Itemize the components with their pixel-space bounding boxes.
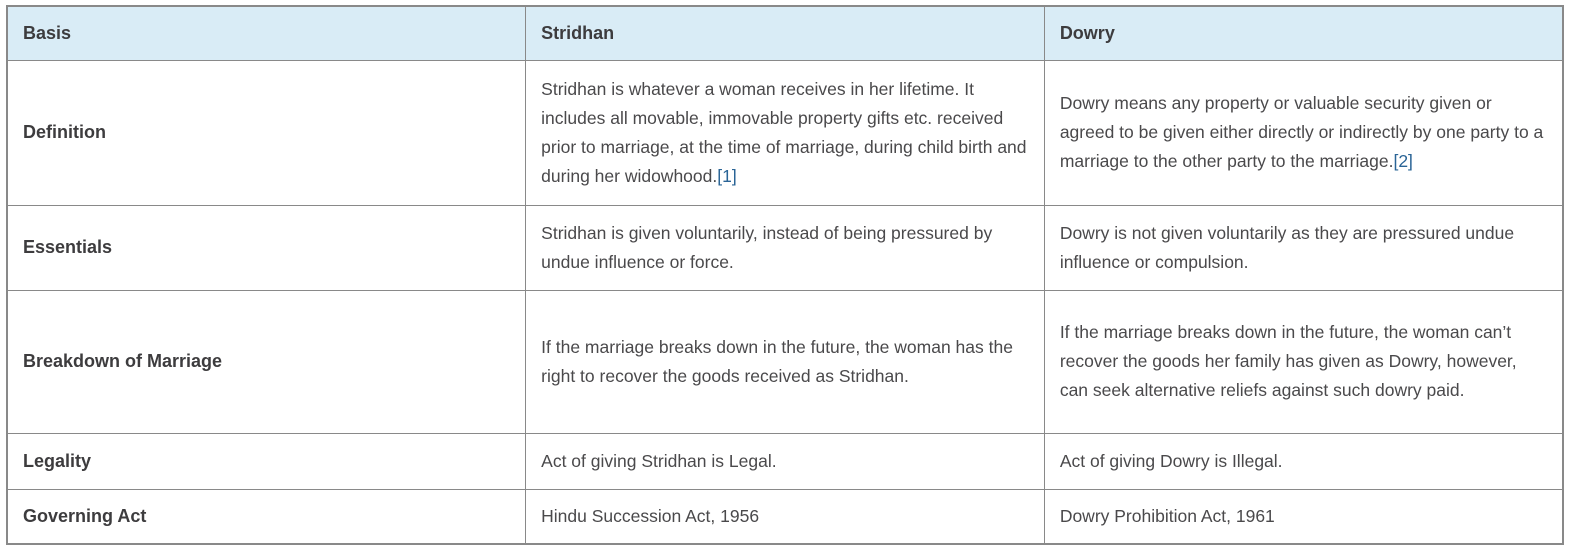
dowry-cell	[1044, 489, 1563, 544]
dowry-cell	[1044, 290, 1563, 433]
column-header-dowry: Dowry	[1044, 6, 1563, 60]
citation-link-1[interactable]: [1]	[717, 165, 737, 186]
cell-text: Stridhan is whatever a woman receives in her lifetime. It includes all movable, immovable property gifts etc. received prior to marriage, at the time of marriage, during child birth and during her widowhood.	[541, 78, 1027, 186]
cell-text: Stridhan is given voluntarily, instead of being pressured by undue influence or force.	[541, 222, 993, 272]
cell-text: Dowry means any property or valuable security given or agreed to be given either directly or indirectly by one party to a marriage to the other party to the marriage.	[1059, 93, 1544, 171]
cell-text: Act of giving Dowry is Illegal.	[1059, 450, 1283, 471]
stridhan-cell	[526, 433, 1045, 489]
column-header-stridhan: Stridhan	[526, 6, 1045, 60]
table-row-essentials	[7, 205, 1563, 290]
basis-cell: Legality	[7, 433, 526, 489]
basis-cell: Essentials	[7, 205, 526, 290]
stridhan-cell	[526, 205, 1045, 290]
table-row-legality	[7, 433, 1563, 489]
cell-text: If the marriage breaks down in the future, the woman has the right to recover the goods received as Stridhan.	[541, 336, 1013, 386]
cell-text: If the marriage breaks down in the future, the woman can’t recover the goods her family has given as Dowry, however, can seek alternative reliefs against such dowry paid.	[1059, 322, 1517, 400]
table-header-row	[7, 6, 1563, 60]
table-row-governing-act	[7, 489, 1563, 544]
cell-text: Act of giving Stridhan is Legal.	[541, 450, 777, 471]
stridhan-cell	[526, 290, 1045, 433]
cell-text: Dowry Prohibition Act, 1961	[1059, 505, 1275, 526]
dowry-cell	[1044, 205, 1563, 290]
citation-link-2[interactable]: [2]	[1393, 151, 1413, 171]
stridhan-cell	[526, 60, 1045, 205]
table-row-breakdown-of-marriage	[7, 290, 1563, 433]
cell-text: Dowry is not given voluntarily as they are pressured undue influence or compulsion.	[1059, 222, 1515, 272]
basis-cell: Definition	[7, 60, 526, 205]
stridhan-dowry-comparison-table	[6, 5, 1564, 545]
basis-cell: Governing Act	[7, 489, 526, 544]
column-header-basis: Basis	[7, 6, 526, 60]
cell-text: Hindu Succession Act, 1956	[541, 505, 760, 526]
dowry-cell	[1044, 433, 1563, 489]
table-row-definition	[7, 60, 1563, 205]
stridhan-cell	[526, 489, 1045, 544]
basis-cell: Breakdown of Marriage	[7, 290, 526, 433]
dowry-cell	[1044, 60, 1563, 205]
